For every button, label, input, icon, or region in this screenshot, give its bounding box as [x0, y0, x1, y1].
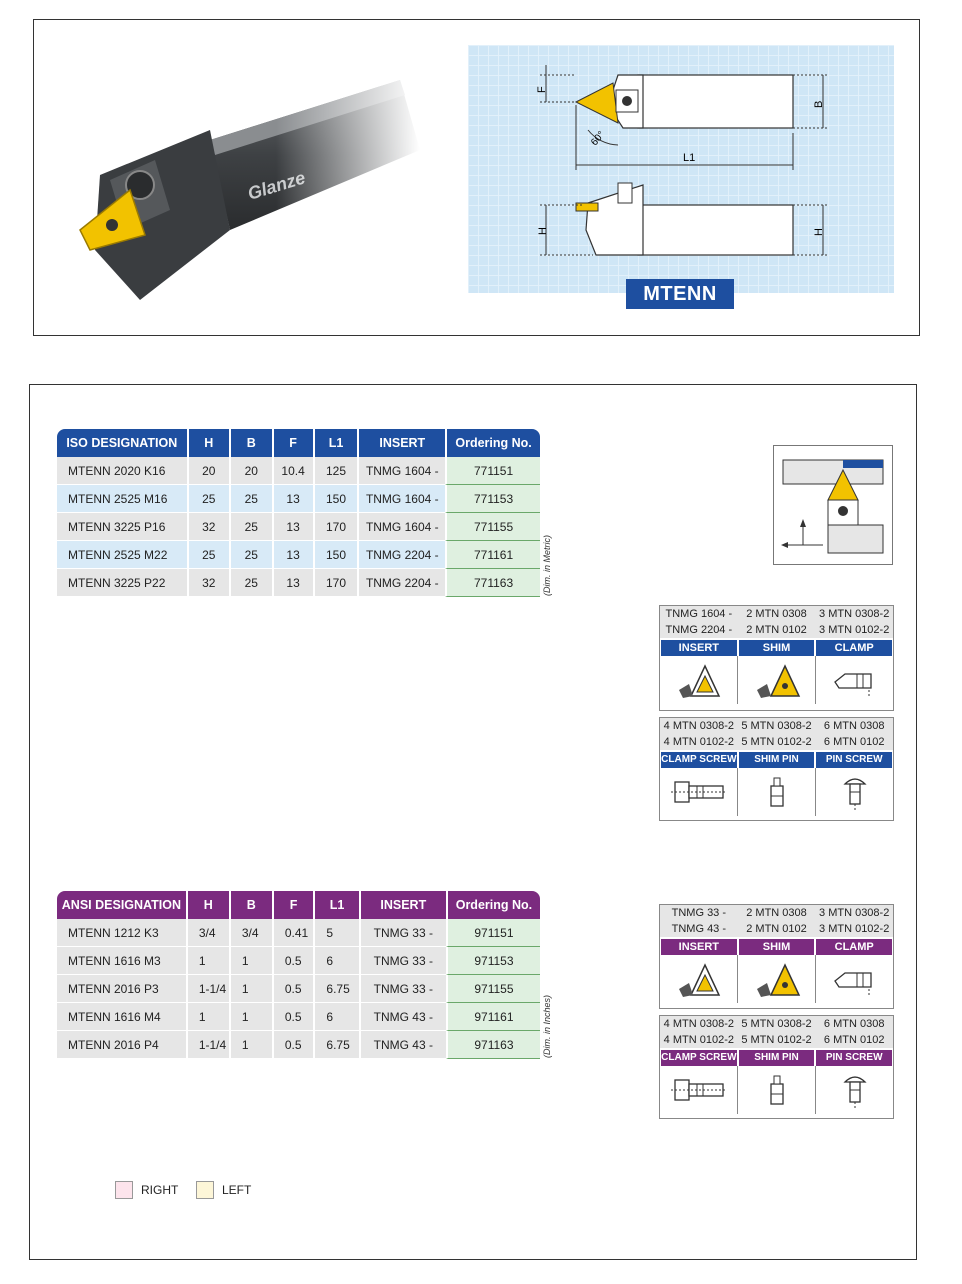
- clamp-icon: [825, 959, 885, 999]
- table-row: [57, 485, 540, 513]
- part-code: 4 MTN 0308-2: [663, 720, 734, 732]
- col-f: F: [272, 429, 313, 457]
- label-shim-pin: SHIM PIN: [739, 1050, 815, 1066]
- table-row: [57, 919, 540, 947]
- cell-designation: MTENN 2016 P3: [57, 975, 186, 1003]
- part-code: 5 MTN 0102-2: [741, 1034, 812, 1046]
- part-code: 4 MTN 0102-2: [663, 736, 734, 748]
- cell-l1: 125: [313, 457, 358, 485]
- part-code: 5 MTN 0308-2: [741, 720, 812, 732]
- cell-f: 0.41: [272, 919, 314, 947]
- cell-h: 32: [187, 513, 229, 541]
- table-row: [57, 541, 540, 569]
- label-shim-pin: SHIM PIN: [739, 752, 815, 768]
- cell-h: 32: [187, 569, 229, 597]
- part-code: 5 MTN 0308-2: [741, 1018, 812, 1030]
- cell-b: 25: [229, 541, 271, 569]
- cell-l1: 5: [313, 919, 358, 947]
- iso-dim-note: (Dim. in Metric): [542, 535, 552, 596]
- cell-h: 1: [186, 947, 229, 975]
- col-insert: INSERT: [357, 429, 445, 457]
- cell-insert: TNMG 2204 -: [357, 541, 445, 569]
- cell-ordering: 971153: [446, 947, 540, 975]
- label-insert: INSERT: [661, 640, 737, 656]
- cell-f: 0.5: [272, 975, 314, 1003]
- part-code: TNMG 33 -: [671, 907, 727, 919]
- ansi-parts-panel-1: [659, 904, 894, 1009]
- part-code: 2 MTN 0308: [746, 907, 807, 919]
- cell-insert: TNMG 1604 -: [357, 485, 445, 513]
- cell-b: 3/4: [229, 919, 272, 947]
- cell-ordering: 971163: [446, 1031, 540, 1059]
- cell-insert: TNMG 43 -: [359, 1031, 446, 1059]
- table-row: [57, 1003, 540, 1031]
- pin-screw-icon: [835, 772, 875, 812]
- dim-h-left-label: H: [537, 227, 549, 235]
- cell-designation: MTENN 1616 M4: [57, 1003, 186, 1031]
- col-insert: INSERT: [359, 891, 446, 919]
- cell-designation: MTENN 2016 P4: [57, 1031, 186, 1059]
- part-code: 3 MTN 0308-2: [819, 907, 890, 919]
- cell-f: 0.5: [272, 947, 314, 975]
- dim-f-label: F: [536, 86, 548, 93]
- part-code: 3 MTN 0102-2: [819, 624, 890, 636]
- iso-parts-panel-2: [659, 717, 894, 821]
- label-clamp: CLAMP: [816, 640, 892, 656]
- clamp-screw-icon: [667, 1070, 731, 1110]
- col-designation: ANSI DESIGNATION: [57, 891, 186, 919]
- label-clamp-screw: CLAMP SCREW: [661, 1050, 737, 1066]
- cell-designation: MTENN 3225 P16: [57, 513, 187, 541]
- col-designation: ISO DESIGNATION: [57, 429, 187, 457]
- cell-designation: MTENN 1616 M3: [57, 947, 186, 975]
- cell-h: 25: [187, 485, 229, 513]
- part-code: 4 MTN 0308-2: [663, 1018, 734, 1030]
- model-badge: MTENN: [626, 279, 734, 309]
- col-h: H: [187, 429, 229, 457]
- cell-designation: MTENN 2020 K16: [57, 457, 187, 485]
- cell-h: 25: [187, 541, 229, 569]
- part-code: TNMG 1604 -: [665, 608, 733, 620]
- dim-l1-label: L1: [683, 152, 696, 164]
- part-code: 6 MTN 0308: [823, 720, 885, 732]
- cell-b: 1: [229, 947, 272, 975]
- part-code: 5 MTN 0102-2: [741, 736, 812, 748]
- label-shim: SHIM: [739, 640, 815, 656]
- cell-l1: 150: [313, 541, 358, 569]
- iso-spec-table: [57, 429, 540, 597]
- cell-h: 1-1/4: [186, 1031, 229, 1059]
- part-code: 3 MTN 0308-2: [819, 608, 890, 620]
- label-clamp-screw: CLAMP SCREW: [661, 752, 737, 768]
- cell-ordering: 771161: [445, 541, 540, 569]
- ansi-spec-table: [57, 891, 540, 1059]
- cell-l1: 170: [313, 513, 358, 541]
- legend-right-label: RIGHT: [141, 1183, 179, 1197]
- cell-b: 1: [229, 975, 272, 1003]
- cell-designation: MTENN 1212 K3: [57, 919, 186, 947]
- legend-right: [115, 1181, 178, 1199]
- cell-insert: TNMG 1604 -: [357, 513, 445, 541]
- cell-h: 1-1/4: [186, 975, 229, 1003]
- cell-b: 1: [229, 1003, 272, 1031]
- label-shim: SHIM: [739, 939, 815, 955]
- cell-insert: TNMG 1604 -: [357, 457, 445, 485]
- cell-insert: TNMG 43 -: [359, 1003, 446, 1031]
- cell-f: 13: [272, 485, 313, 513]
- col-h: H: [186, 891, 229, 919]
- label-pin-screw: PIN SCREW: [816, 1050, 892, 1066]
- cell-ordering: 771153: [445, 485, 540, 513]
- insert-icon: [669, 660, 729, 700]
- legend-left-swatch: [196, 1181, 214, 1199]
- part-code: 3 MTN 0102-2: [819, 923, 890, 935]
- cell-b: 25: [229, 513, 271, 541]
- col-l1: L1: [313, 429, 358, 457]
- col-b: B: [229, 891, 272, 919]
- cell-b: 1: [229, 1031, 272, 1059]
- dim-h-right-label: H: [813, 228, 825, 236]
- dimension-diagram: [468, 45, 894, 305]
- legend-right-swatch: [115, 1181, 133, 1199]
- tool-holder-illustration: [60, 60, 420, 310]
- table-row: [57, 947, 540, 975]
- cell-l1: 6.75: [313, 975, 358, 1003]
- label-insert: INSERT: [661, 939, 737, 955]
- cell-designation: MTENN 2525 M16: [57, 485, 187, 513]
- cell-insert: TNMG 33 -: [359, 975, 446, 1003]
- part-code: TNMG 2204 -: [665, 624, 733, 636]
- col-ordering: Ordering No.: [446, 891, 540, 919]
- col-b: B: [229, 429, 271, 457]
- pin-screw-icon: [835, 1070, 875, 1110]
- cell-f: 13: [272, 569, 313, 597]
- shim-pin-icon: [757, 772, 797, 812]
- cell-l1: 6: [313, 947, 358, 975]
- label-clamp: CLAMP: [816, 939, 892, 955]
- part-code: TNMG 43 -: [671, 923, 727, 935]
- cell-ordering: 971155: [446, 975, 540, 1003]
- part-code: 2 MTN 0102: [746, 923, 807, 935]
- cell-insert: TNMG 2204 -: [357, 569, 445, 597]
- cell-designation: MTENN 2525 M22: [57, 541, 187, 569]
- part-code: 2 MTN 0308: [746, 608, 807, 620]
- cell-ordering: 971151: [446, 919, 540, 947]
- part-code: 6 MTN 0102: [823, 1034, 885, 1046]
- cell-ordering: 771155: [445, 513, 540, 541]
- ansi-parts-panel-2: [659, 1015, 894, 1119]
- cell-f: 13: [272, 513, 313, 541]
- part-code: 6 MTN 0102: [823, 736, 885, 748]
- cell-ordering: 771151: [445, 457, 540, 485]
- cell-l1: 170: [313, 569, 358, 597]
- cell-f: 10.4: [272, 457, 313, 485]
- cell-f: 13: [272, 541, 313, 569]
- cell-l1: 150: [313, 485, 358, 513]
- part-code: 6 MTN 0308: [823, 1018, 885, 1030]
- dim-b-label: B: [813, 100, 825, 108]
- ansi-dim-note: (Dim. in Inches): [542, 994, 552, 1058]
- cell-h: 20: [187, 457, 229, 485]
- clamp-icon: [825, 660, 885, 700]
- table-row: [57, 513, 540, 541]
- table-row: [57, 975, 540, 1003]
- insert-orientation-view: [773, 445, 893, 565]
- insert-icon: [669, 959, 729, 999]
- col-l1: L1: [313, 891, 358, 919]
- cell-b: 20: [229, 457, 271, 485]
- dim-angle-label: 60°: [589, 129, 608, 149]
- shim-pin-icon: [757, 1070, 797, 1110]
- legend-left-label: LEFT: [222, 1183, 252, 1197]
- cell-h: 3/4: [186, 919, 229, 947]
- cell-ordering: 971161: [446, 1003, 540, 1031]
- shim-icon: [747, 959, 807, 999]
- col-ordering: Ordering No.: [445, 429, 540, 457]
- cell-b: 25: [229, 569, 271, 597]
- part-code: 2 MTN 0102: [746, 624, 807, 636]
- cell-insert: TNMG 33 -: [359, 919, 446, 947]
- label-pin-screw: PIN SCREW: [816, 752, 892, 768]
- col-f: F: [272, 891, 314, 919]
- clamp-screw-icon: [667, 772, 731, 812]
- legend-left: [196, 1181, 251, 1199]
- cell-b: 25: [229, 485, 271, 513]
- cell-l1: 6: [313, 1003, 358, 1031]
- cell-l1: 6.75: [313, 1031, 358, 1059]
- shim-icon: [747, 660, 807, 700]
- cell-ordering: 771163: [445, 569, 540, 597]
- cell-h: 1: [186, 1003, 229, 1031]
- table-row: [57, 1031, 540, 1059]
- table-row: [57, 457, 540, 485]
- part-code: 4 MTN 0102-2: [663, 1034, 734, 1046]
- cell-insert: TNMG 33 -: [359, 947, 446, 975]
- cell-f: 0.5: [272, 1031, 314, 1059]
- table-row: [57, 569, 540, 597]
- cell-f: 0.5: [272, 1003, 314, 1031]
- iso-parts-panel-1: [659, 605, 894, 711]
- cell-designation: MTENN 3225 P22: [57, 569, 187, 597]
